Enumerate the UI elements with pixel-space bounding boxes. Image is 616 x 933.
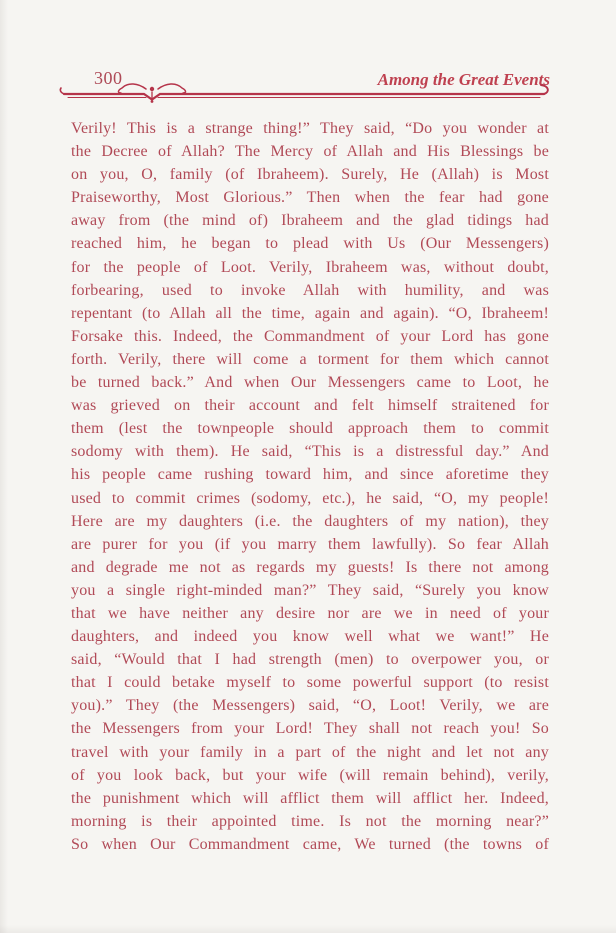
text-line: the Decree of Allah? The Mercy of Allah and His Blessings be (71, 143, 549, 161)
text-line: said, “Would that I had strength (men) to overpower you, or (71, 651, 549, 669)
text-line: So when Our Commandment came, We turned (the towns of (71, 835, 549, 853)
text-line: was grieved on their account and felt himself straitened for (71, 397, 549, 415)
text-line: travel with your family in a part of the night and let not any (71, 743, 549, 761)
text-line: on you, O, family (of Ibraheem). Surely, He (Allah) is Most (71, 166, 549, 184)
text-line: daughters, and indeed you know well what we want!” He (71, 628, 549, 646)
running-title: Among the Great Events (377, 70, 550, 89)
text-line: the punishment which will afflict them will afflict her. Indeed, (71, 789, 549, 807)
text-line: Verily! This is a strange thing!” They said, “Do you wonder at (71, 120, 549, 137)
text-line: be turned back.” And when Our Messengers came to Loot, he (71, 374, 549, 392)
body-text (71, 117, 549, 856)
text-line: morning is their appointed time. Is not the morning near?” (71, 812, 549, 830)
text-line: that I could betake myself to some powerful support (to resist (71, 674, 549, 692)
text-line: used to commit crimes (sodomy, etc.), he said, “O, my people! (71, 489, 549, 507)
text-line: forth. Verily, there will come a torment for them which cannot (71, 350, 549, 368)
text-line: sodomy with them). He said, “This is a distressful day.” And (71, 443, 549, 461)
text-line: reached him, he began to plead with Us (Our Messengers) (71, 235, 549, 253)
text-line: Forsake this. Indeed, the Commandment of your Lord has gone (71, 327, 549, 345)
text-line: the Messengers from your Lord! They shall not reach you! So (71, 720, 549, 738)
text-line: you).” They (the Messengers) said, “O, Loot! Verily, we are (71, 697, 549, 715)
text-line: you a single right-minded man?” They said, “Surely you know (71, 581, 549, 599)
text-line: for the people of Loot. Verily, Ibraheem was, without doubt, (71, 258, 549, 276)
text-line: forbearing, used to invoke Allah with humility, and was (71, 281, 549, 299)
text-line: that we have neither any desire nor are we in need of your (71, 604, 549, 622)
text-line: Here are my daughters (i.e. the daughters of my nation), they (71, 512, 549, 530)
text-line: his people came rushing toward him, and since aforetime they (71, 466, 549, 484)
text-line: of you look back, but your wife (will remain behind), verily, (71, 766, 549, 784)
text-line: away from (the mind of) Ibraheem and the glad tidings had (71, 212, 549, 230)
text-line: Praiseworthy, Most Glorious.” Then when the fear had gone (71, 189, 549, 207)
page-number: 300 (94, 68, 123, 88)
text-line: and degrade me not as regards my guests! Is there not among (71, 558, 549, 576)
text-line: repentant (to Allah all the time, again and again). “O, Ibraheem! (71, 304, 549, 322)
text-line: are purer for you (if you marry them lawfully). So fear Allah (71, 535, 549, 553)
text-line: them (lest the townpeople should approach them to commit (71, 420, 549, 438)
decorative-rule-ornament-icon (58, 80, 552, 110)
